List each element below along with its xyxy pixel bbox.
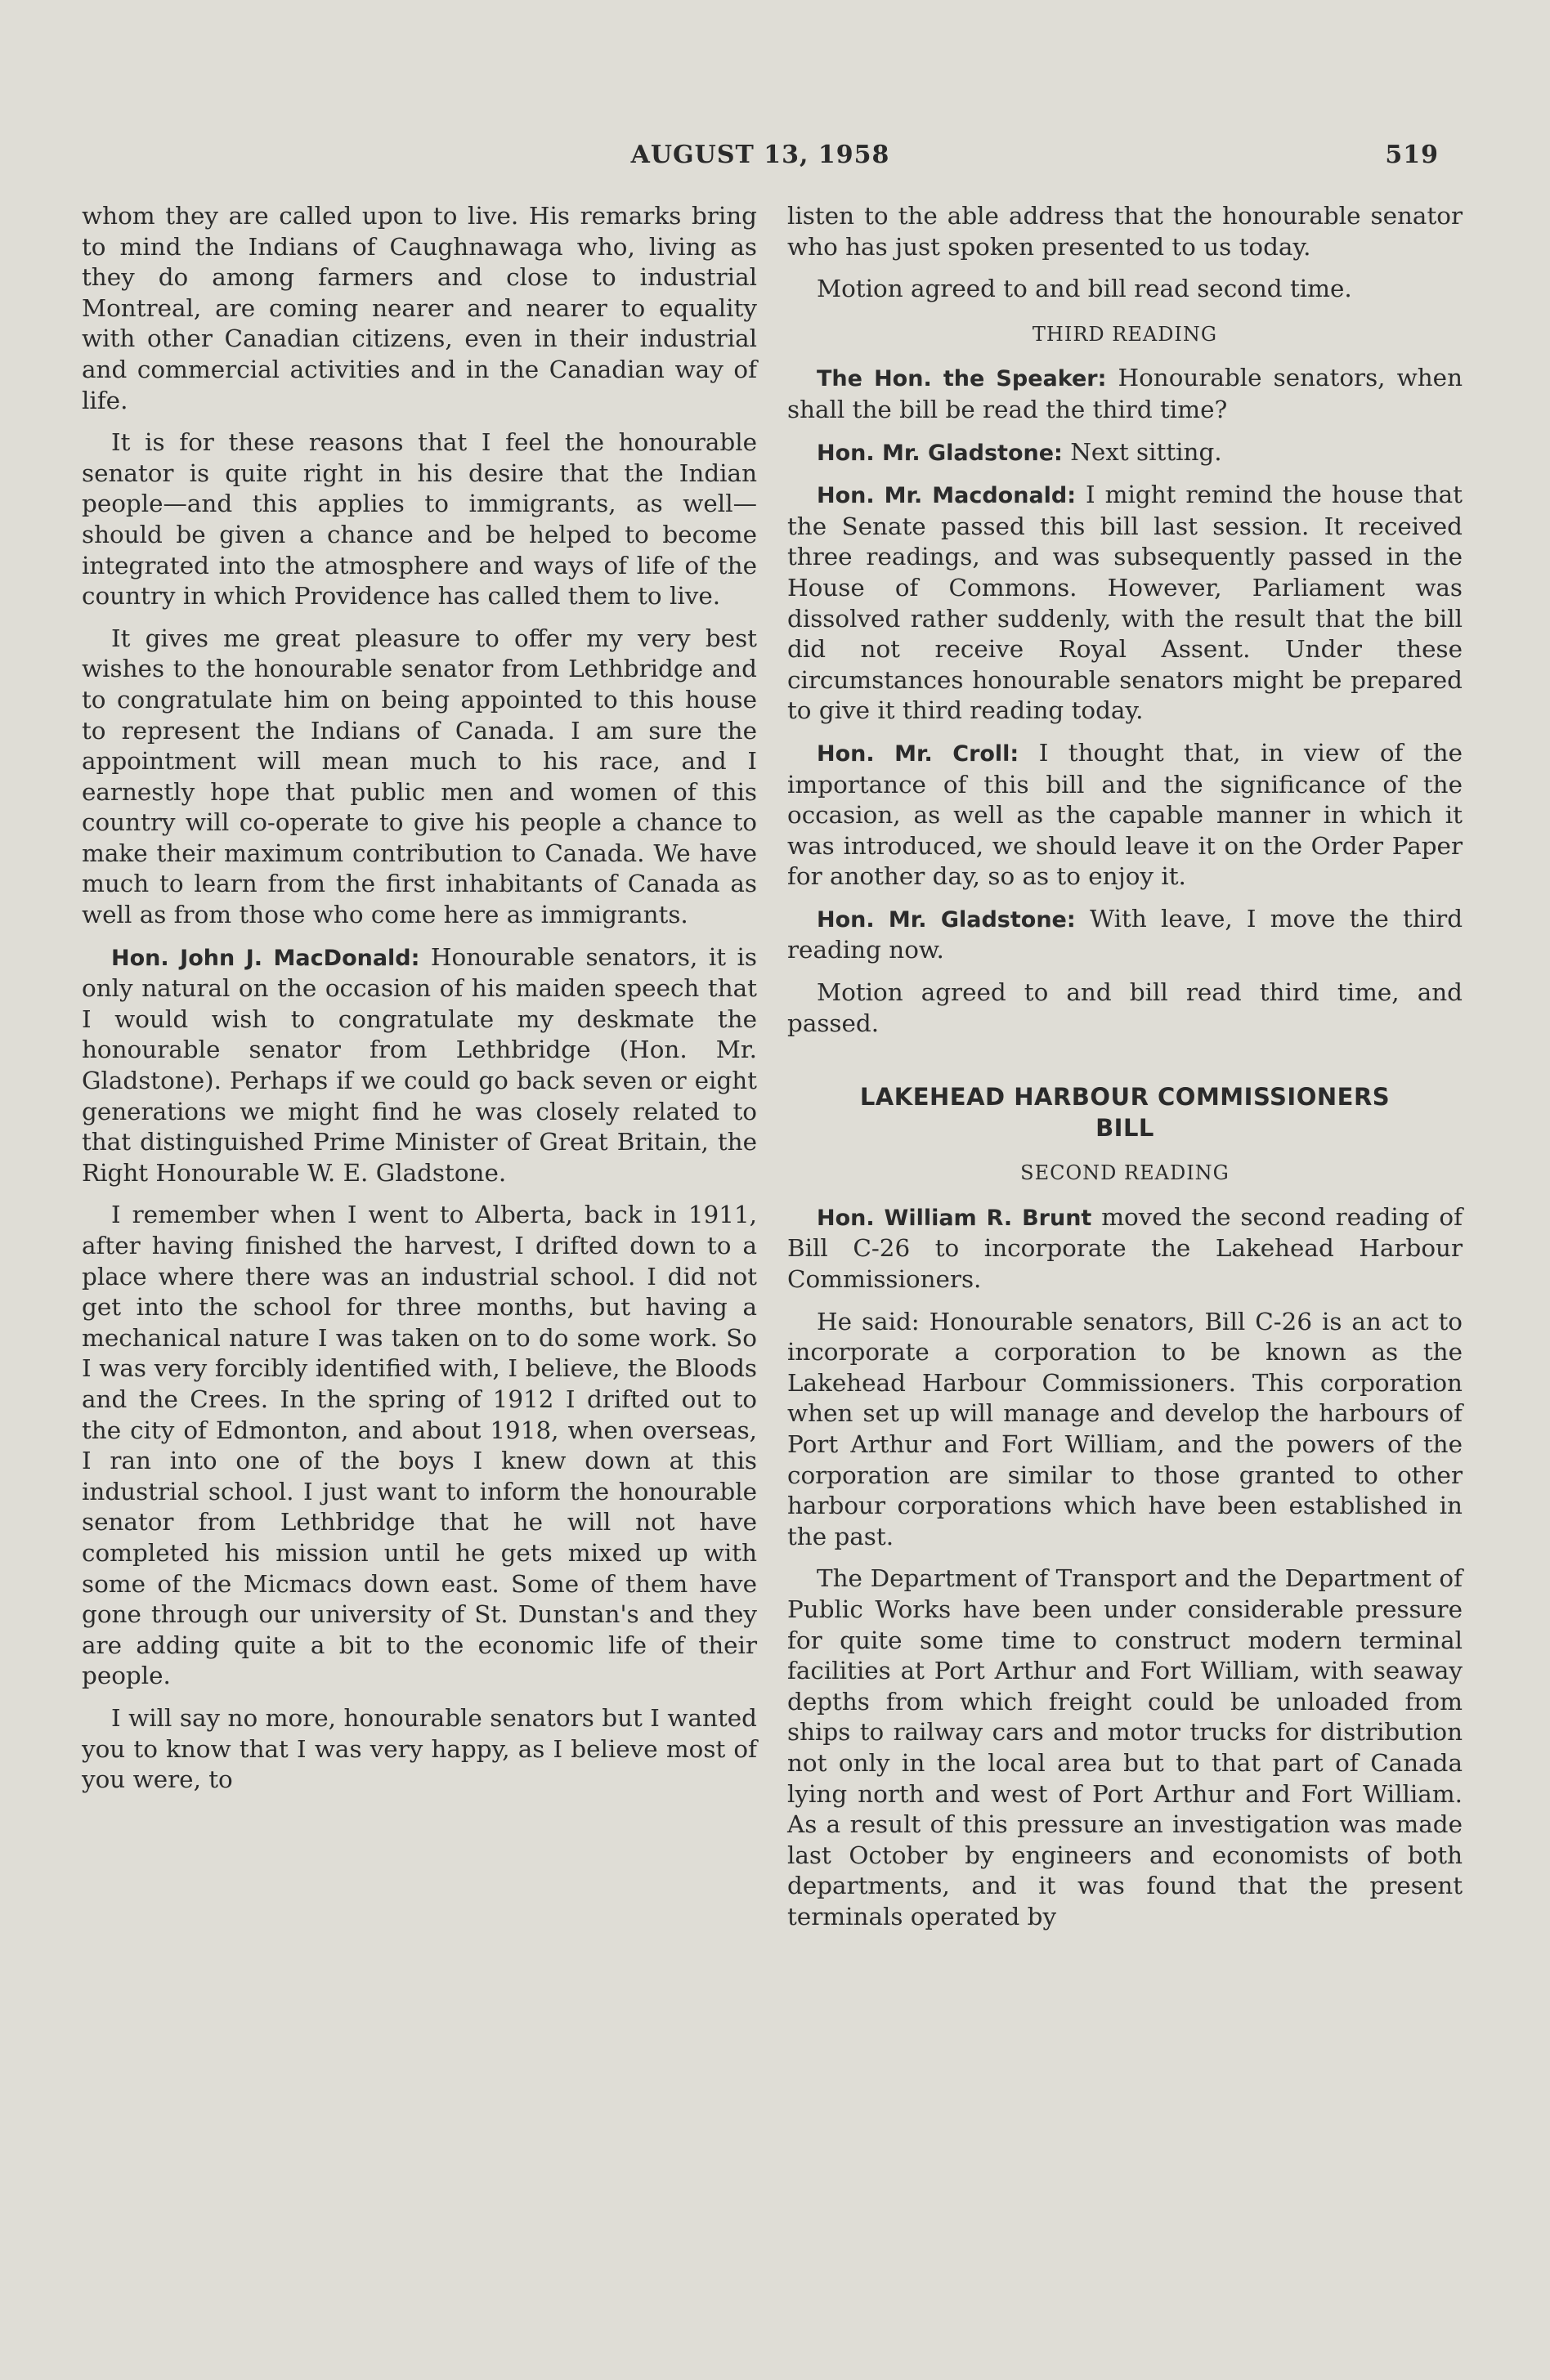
paragraph: He said: Honourable senators, Bill C-26 is an act to incorporate a corporation to be known as the Lakehead Harbour Commissioners. This corporation when set up will manage and develop the harbours of Port Arthur and Fort William, and the powers of the corporation are similar to those granted to other harbour corporations which have been established in the past. (787, 1307, 1463, 1550)
paragraph: I will say no more, honourable senators but I wanted you to know that I was very happy, as I believe most of you were, to (82, 1703, 757, 1794)
speech-text: I might remind the house that the Senate passed this bill last session. It received three readings, and was subsequently passed in the House of Commons. However, Parliament was dissolved rather suddenly, with the result that the bill did not receive Royal Assent. Under these circumstances honourable senators might be prepared to give it third reading today. (787, 481, 1463, 725)
speaker-name: Hon. Mr. Macdonald: (817, 483, 1077, 509)
motion-text: Motion agreed to and bill read second time. (817, 275, 1352, 303)
speech-text: I thought that, in view of the importance of this bill and the significance of the occasion, as well as the capable manner in which it was introduced, we should leave it on the Order Paper for another day, so as to enjoy it. (787, 738, 1463, 891)
paragraph: I remember when I went to Alberta, back in 1911, after having finished the harvest, I drifted down to a place where there was an industrial school. I did not get into the school for three months, but having a mechanical nature I was taken on to do some work. So I was very forcibly identified with, I believe, the Bloods and the Crees. In the spring of 1912 I drifted out to the city of Edmonton, and about 1918, when overseas, I ran into one of the boys I knew down at this industrial school. I just want to inform the honourable senator from Lethbridge that he will not have completed his mission until he gets mixed up with some of the Micmacs down east. Some of them have gone through our university of St. Dunstan's and they are adding quite a bit to the economic life of their people. (82, 1201, 757, 1690)
speaker-name: Hon. John J. MacDonald: (111, 945, 420, 971)
paragraph: whom they are called upon to live. His remarks bring to mind the Indians of Caughnawaga who, living as they do among farmers and close to industrial Montreal, are coming nearer and nearer to equality with other Canadian citizens, even in their industrial and commercial activities and in the Canadian way of life. (82, 202, 757, 414)
speaker-name: The Hon. the Speaker: (817, 366, 1107, 392)
speaker-name: Hon. Mr. Croll: (817, 740, 1019, 767)
speaker-name: Hon. Mr. Gladstone: (817, 906, 1076, 933)
third-reading-heading: THIRD READING (1032, 322, 1218, 346)
bill-title-line: LAKEHEAD HARBOUR COMMISSIONERS (859, 1083, 1391, 1112)
speech-text: Honourable senators, it is only natural on the occasion of his maiden speech that I would wish to congratulate my deskmate the honourable senator from Lethbridge (Hon. Mr. Gladstone). Perhaps if we could go back seven or eight generations we might find he was closely related to that distinguished Prime Minister of Great Britain, the Right Honourable W. E. Gladstone. (82, 942, 758, 1187)
speaker-paragraph (787, 1202, 1463, 1295)
speech-text: moved the second reading of Bill C-26 to incorporate the Lakehead Harbour Commissioners. (787, 1202, 1463, 1294)
bill-title-line: BILL (1095, 1114, 1154, 1143)
paragraph: It is for these reasons that I feel the honourable senator is quite right in his desire that the Indian people—and this applies to immigrants, as well—should be given a chance and be helped to become integrated into the atmosphere and ways of life of the country in which Providence has called them to live. (82, 428, 757, 611)
speech-text: Next sitting. (1070, 437, 1222, 466)
paragraph: It gives me great pleasure to offer my very best wishes to the honourable senator from Lethbridge and to congratulate him on being appointed to this house to represent the Indians of Canada. I am sure the appointment will mean much to his race, and I earnestly hope that public men and women of this country will co-operate to give his people a chance to make their maximum contribution to Canada. We have much to learn from the first inhabitants of Canada as well as from those who come here as immigrants. (82, 624, 757, 929)
speaker-paragraph (787, 738, 1463, 892)
bill-title (787, 1081, 1463, 1143)
speaker-paragraph (82, 942, 757, 1189)
speaker-name: Hon. William R. Brunt (817, 1205, 1092, 1231)
left-column (82, 201, 757, 1807)
speaker-paragraph (787, 437, 1463, 469)
speaker-name: Hon. Mr. Gladstone: (817, 440, 1063, 466)
page-header (82, 141, 1439, 181)
paragraph: The Department of Transport and the Department of Public Works have been under considerable pressure for quite some time to construct modern terminal facilities at Port Arthur and Fort William, with seaway depths from which freight could be unloaded from ships to railway cars and motor trucks for distribution not only in the local area but to that part of Canada lying north and west of Port Arthur and Fort William. As a result of this pressure an investigation was made last October by engineers and economists of both departments, and it was found that the present terminals operated by (787, 1564, 1463, 1930)
speech-text: With leave, I move the third reading now. (787, 904, 1463, 964)
speaker-paragraph (787, 480, 1463, 727)
page-number: 519 (1385, 141, 1439, 169)
right-column (787, 201, 1463, 1944)
motion-text: Motion agreed to and bill read third time, and passed. (787, 978, 1463, 1037)
speaker-paragraph (787, 363, 1463, 425)
header-date: AUGUST 13, 1958 (630, 141, 890, 169)
second-reading-heading: SECOND READING (1020, 1161, 1230, 1185)
speaker-paragraph (787, 904, 1463, 966)
paragraph: listen to the able address that the honourable senator who has just spoken presented to us today. (787, 202, 1463, 261)
speech-text: Honourable senators, when shall the bill be read the third time? (787, 364, 1463, 423)
